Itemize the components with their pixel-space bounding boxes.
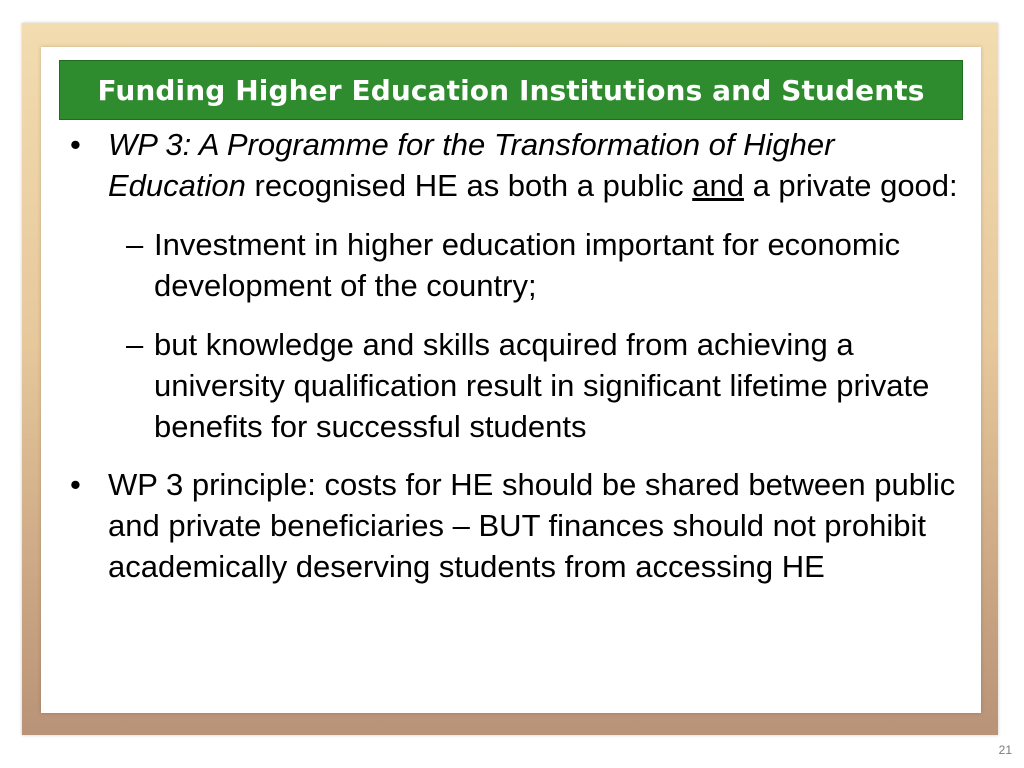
bullet-marker: •: [70, 127, 81, 162]
page-number: 21: [998, 743, 1012, 757]
bullet-marker: •: [70, 467, 81, 502]
sub-bullet-item: [60, 224, 965, 306]
bullet-item: [60, 124, 965, 206]
sub-bullet-marker: –: [126, 327, 144, 362]
white-paper-title: WP 3: A Programme for the Transformation of Higher Education: [108, 127, 835, 203]
underlined-word: and: [692, 168, 744, 203]
bullet-text: recognised HE as both a public: [245, 168, 693, 203]
sub-bullet-text: Investment in higher education important for economic development of the country;: [154, 227, 901, 303]
sub-bullet-text: but knowledge and skills acquired from achieving a university qualification result in significant lifetime private benefits for successful students: [154, 327, 930, 444]
slide-title: Funding Higher Education Institutions and Students: [97, 73, 925, 107]
bullet-item: [60, 464, 965, 587]
sub-bullet-item: [60, 324, 965, 447]
title-bar: [59, 60, 963, 120]
bullet-text: a private good:: [743, 168, 958, 203]
slide-body: [60, 124, 965, 587]
bullet-text: WP 3 principle: costs for HE should be shared between public and private beneficiaries – BUT finances should not prohibit academically deserving students from accessing HE: [108, 467, 956, 584]
sub-bullet-marker: –: [126, 227, 144, 262]
